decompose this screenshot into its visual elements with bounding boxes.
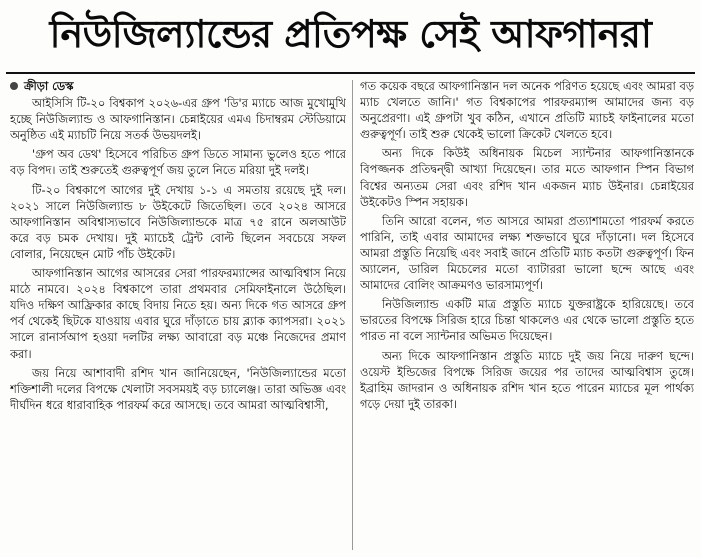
- paragraph: অন্য দিকে কিউই অধিনায়ক মিচেল স্যান্টনার আফগানিস্তানকে বিপজ্জনক প্রতিদ্বন্দ্বী আখ্যা দিয়েছেন। তার মতে আফগান স্পিন বিভাগ বিশ্বের অন্যতম সেরা এবং রশিদ খান একজন ম্যাচ উইনার। চেন্নাইয়ের উইকেটও স্পিন সহায়ক।: [360, 146, 694, 209]
- headline: নিউজিল্যান্ডের প্রতিপক্ষ সেই আফগানরা: [49, 12, 652, 56]
- headline-rule: [6, 72, 695, 74]
- byline: [10, 78, 346, 94]
- paragraph: নিউজিল্যান্ড একটি মাত্র প্রস্তুতি ম্যাচে যুক্তরাষ্ট্রকে হারিয়েছে। তবে ভারতের বিপক্ষে সিরিজ হারে চিন্তা থাকলেও এর থেকে ভালো প্রস্তুতি হতে পারত না বলে স্যান্টনার অভিমত দিয়েছেন।: [360, 297, 694, 344]
- paragraph: 'গ্রুপ অব ডেথ' হিসেবে পরিচিত গ্রুপ ডিতে সামান্য ভুলেও হতে পারে বড় বিপদ। তাই শুরুতেই গুরুত্বপূর্ণ জয় তুলে নিতে মরিয়া দুই দলই।: [10, 147, 346, 178]
- column-left: [10, 78, 346, 554]
- column-divider: [352, 80, 353, 550]
- paragraph: আইসিসি টি-২০ বিশ্বকাপ ২০২৬-এর গ্রুপ 'ডি'র ম্যাচে আজ মুখোমুখি হচ্ছে নিউজিল্যান্ড ও আফগানিস্তান। চেন্নাইয়ের এমএ চিদাম্বরম স্টেডিয়ামে অনুষ্ঠিত এই ম্যাচটি নিয়ে সতর্ক উভয়দলই।: [10, 96, 346, 143]
- bullet-icon: [10, 82, 18, 90]
- paragraph: জয় নিয়ে আশাবাদী রশিদ খান জানিয়েছেন, 'নিউজিল্যান্ডের মতো শক্তিশালী দলের বিপক্ষে খেলাটা সবসময়ই বড় চ্যালেঞ্জ। তারা অভিজ্ঞ এবং দীর্ঘদিন ধরে ধারাবাহিক পারফর্ম করে আসছে। তবে আমরা আত্মবিশ্বাসী,: [10, 365, 346, 412]
- paragraph: টি-২০ বিশ্বকাপে আগের দুই দেখায় ১-১ এ সমতায় রয়েছে দুই দল। ২০২১ সালে নিউজিল্যান্ড ৮ উইকেটে জিতেছিল। তবে ২০২৪ আসরে আফগানিস্তান অবিশ্বাস্যভাবে নিউজিল্যান্ডকে মাত্র ৭৫ রানে অলআউট করে বড় চমক দেখায়। দুই ম্যাচেই ট্রেন্ট বোল্ট ছিলেন সবচেয়ে সফল বোলার, নিয়েছেন মোট পাঁচ উইকেট।: [10, 182, 346, 261]
- paragraph: অন্য দিকে আফগানিস্তান প্রস্তুতি ম্যাচে দুই জয় নিয়ে দারুণ ছন্দে। ওয়েস্ট ইন্ডিজের বিপক্ষে সিরিজ জয়ের পর তাদের আত্মবিশ্বাস তুঙ্গে। ইব্রাহিম জাদরান ও অধিনায়ক রশিদ খান হতে পারেন ম্যাচের মূল পার্থক্য গড়ে দেয়া দুই তারকা।: [360, 348, 694, 411]
- byline-text: ক্রীড়া ডেস্ক: [24, 79, 74, 93]
- paragraph: আফগানিস্তান আগের আসরের সেরা পারফরম্যান্সের আত্মবিশ্বাস নিয়ে মাঠে নামবে। ২০২৪ বিশ্বকাপে তারা প্রথমবার সেমিফাইনালে উঠেছিল। যদিও দক্ষিণ আফ্রিকার কাছে বিদায় নিতে হয়। অন্য দিকে গত আসরে গ্রুপ পর্ব থেকেই ছিটকে যাওয়ায় এবার ঘুরে দাঁড়াতে চায় ব্ল্যাক ক্যাপসরা। ২০২১ সালে রানার্সআপ হওয়া দলটির লক্ষ্য আবারো বড় মঞ্চে নিজেদের প্রমাণ করা।: [10, 266, 346, 361]
- paragraph: গত কয়েক বছরে আফগানিস্তান দল অনেক পরিণত হয়েছে এবং আমরা বড় ম্যাচ খেলতে জানি।' গত বিশ্বকাপের পারফরম্যান্স আমাদের জন্য বড় অনুপ্রেরণা। এই গ্রুপটা খুব কঠিন, এখানে প্রতিটি ম্যাচই ফাইনালের মতো গুরুত্বপূর্ণ। তাই শুরু থেকেই ভালো ক্রিকেট খেলতে হবে।: [360, 79, 694, 142]
- paragraph: তিনি আরো বলেন, গত আসরে আমরা প্রত্যাশামতো পারফর্ম করতে পারিনি, তাই এবার আমাদের লক্ষ্য শক্তভাবে ঘুরে দাঁড়ানো। দল হিসেবে আমরা প্রস্তুতি নিয়েছি এবং সবাই জানে প্রতিটি ম্যাচ কতটা গুরুত্বপূর্ণ। ফিন অ্যালেন, ডারিল মিচেলের মতো ব্যাটাররা ভালো ছন্দে আছে এবং আমাদের বোলিং আক্রমণও ভারসাম্যপূর্ণ।: [360, 213, 694, 293]
- column-right: [360, 78, 694, 554]
